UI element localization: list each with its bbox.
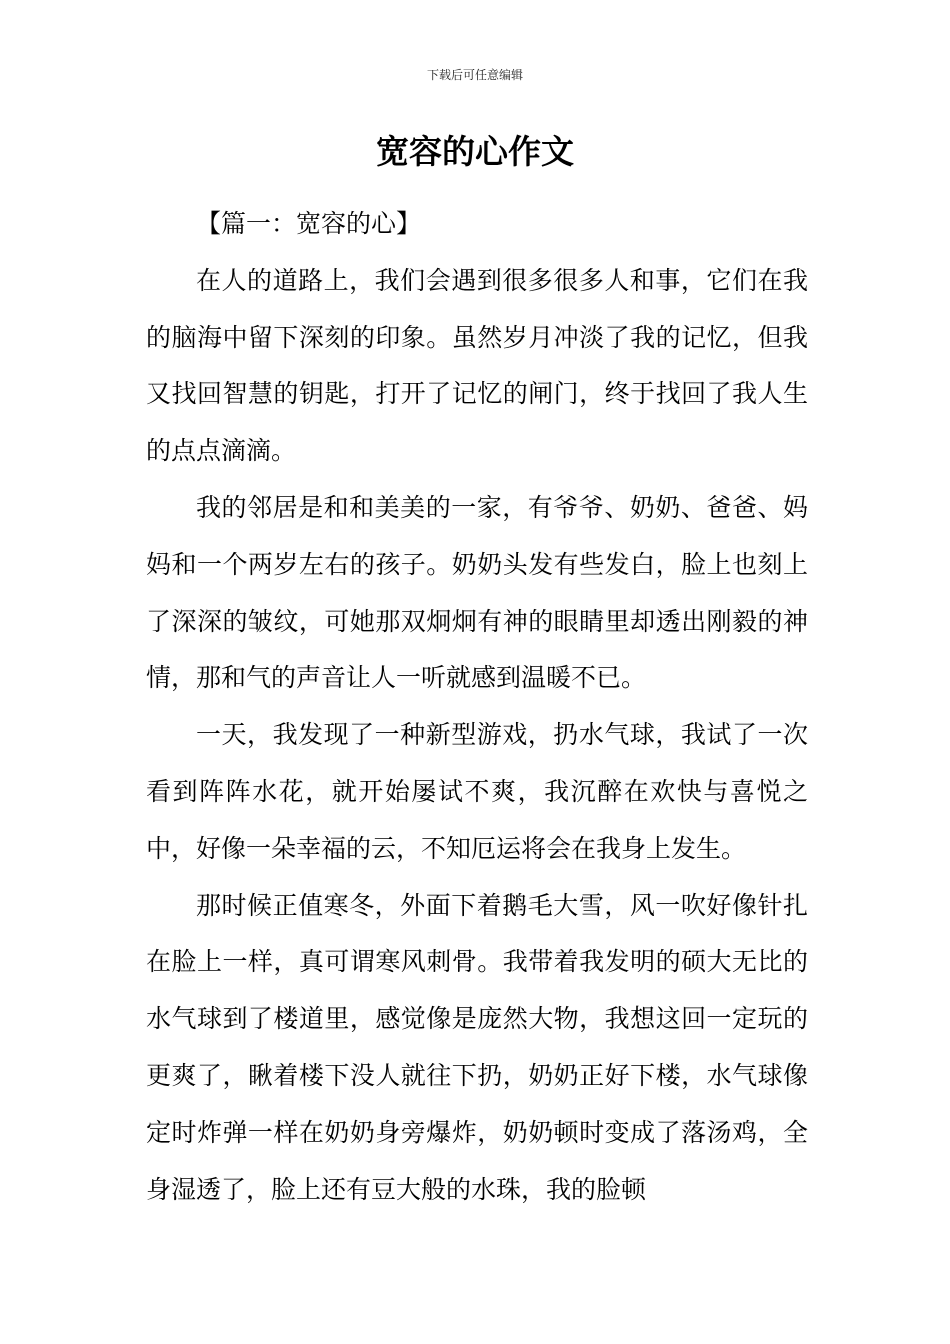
document-body xyxy=(146,196,808,1218)
paragraph-3: 一天，我发现了一种新型游戏，扔水气球，我试了一次看到阵阵水花，就开始屡试不爽，我沉醉在欢快与喜悦之中，好像一朵幸福的云，不知厄运将会在我身上发生。 xyxy=(146,720,808,863)
paragraph-4: 那时候正值寒冬，外面下着鹅毛大雪，风一吹好像针扎在脸上一样，真可谓寒风刺骨。我带着我发明的硕大无比的水气球到了楼道里，感觉像是庞然大物，我想这回一定玩的更爽了，瞅着楼下没人就往下扔，奶奶正好下楼，水气球像定时炸弹一样在奶奶身旁爆炸，奶奶顿时变成了落汤鸡，全身湿透了，脸上还有豆大般的水珠，我的脸顿 xyxy=(146,890,808,1204)
section-heading: 【篇一：宽容的心】 xyxy=(196,209,422,238)
header-note: 下载后可任意编辑 xyxy=(426,68,523,82)
paragraph-2: 我的邻居是和和美美的一家，有爷爷、奶奶、爸爸、妈妈和一个两岁左右的孩子。奶奶头发有些发白，脸上也刻上了深深的皱纹，可她那双炯炯有神的眼睛里却透出刚毅的神情，那和气的声音让人一听就感到温暖不已。 xyxy=(146,492,808,693)
document-title: 宽容的心作文 xyxy=(376,132,574,171)
paragraph-1: 在人的道路上，我们会遇到很多很多人和事，它们在我的脑海中留下深刻的印象。虽然岁月冲淡了我的记忆，但我又找回智慧的钥匙，打开了记忆的闸门，终于找回了我人生的点点滴滴。 xyxy=(146,265,808,466)
